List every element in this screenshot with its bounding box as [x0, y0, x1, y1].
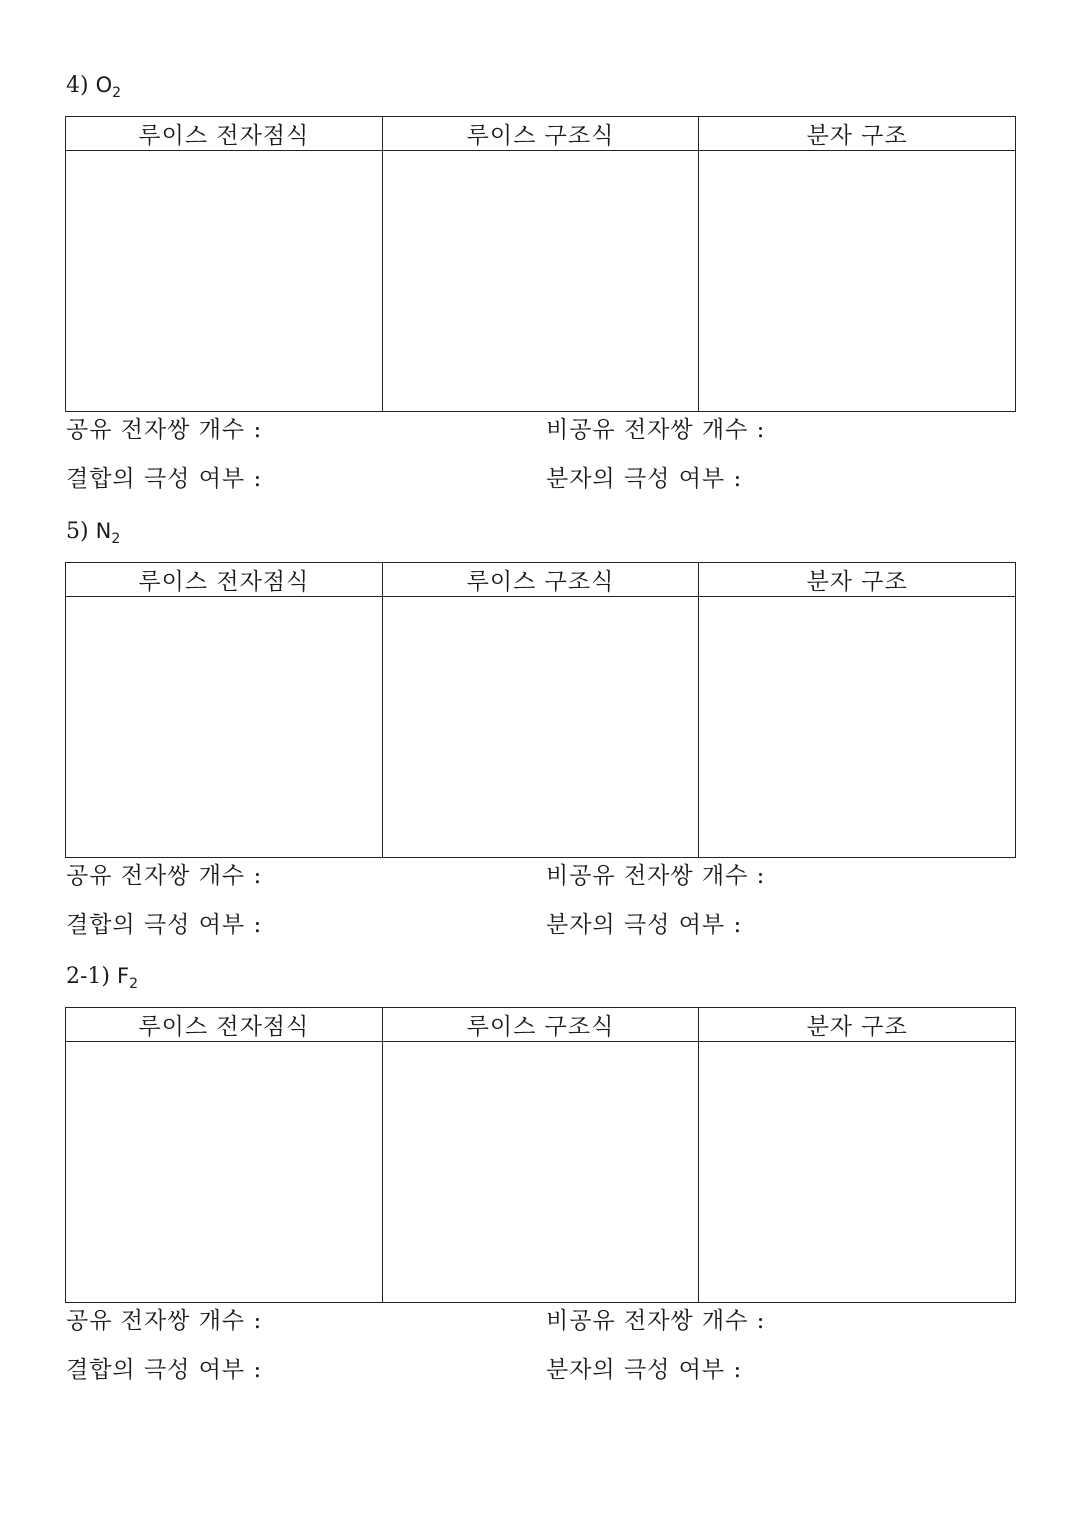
molecule-formula — [117, 964, 139, 992]
header-lewis-structure: 루이스 구조식 — [382, 1008, 699, 1042]
lone-pairs-label: 비공유 전자쌍 개수 : — [546, 863, 766, 889]
formula-subscript: 2 — [111, 531, 121, 547]
section-heading — [66, 516, 120, 549]
answer-table — [65, 1007, 1016, 1303]
answer-table — [65, 562, 1016, 858]
section-number: 5) — [66, 519, 89, 544]
element-symbol: F — [117, 964, 130, 988]
header-molecular-shape: 분자 구조 — [699, 563, 1016, 597]
answer-cell-lewis-dot[interactable] — [66, 151, 383, 412]
molecule-formula — [95, 519, 121, 547]
lone-pairs-label: 비공유 전자쌍 개수 : — [546, 1308, 766, 1334]
answer-cell-lewis-structure[interactable] — [382, 597, 699, 858]
answer-cell-molecular-shape[interactable] — [699, 151, 1016, 412]
section-f2 — [0, 961, 1080, 1407]
molecule-polarity-label: 분자의 극성 여부 : — [546, 912, 743, 938]
section-n2 — [0, 516, 1080, 962]
answer-cell-lewis-dot[interactable] — [66, 597, 383, 858]
shared-pairs-label: 공유 전자쌍 개수 : — [66, 863, 263, 889]
bond-polarity-label: 결합의 극성 여부 : — [66, 466, 263, 492]
header-lewis-dot: 루이스 전자점식 — [66, 563, 383, 597]
section-number: 2-1) — [66, 964, 111, 989]
shared-pairs-label: 공유 전자쌍 개수 : — [66, 1308, 263, 1334]
shared-pairs-label: 공유 전자쌍 개수 : — [66, 417, 263, 443]
answer-cell-molecular-shape[interactable] — [699, 597, 1016, 858]
section-heading — [66, 70, 121, 103]
section-number: 4) — [66, 73, 89, 98]
bond-polarity-label: 결합의 극성 여부 : — [66, 1357, 263, 1383]
header-lewis-dot: 루이스 전자점식 — [66, 1008, 383, 1042]
header-lewis-structure: 루이스 구조식 — [382, 563, 699, 597]
formula-subscript: 2 — [129, 976, 139, 992]
header-molecular-shape: 분자 구조 — [699, 117, 1016, 151]
answer-cell-lewis-structure[interactable] — [382, 1042, 699, 1303]
formula-subscript: 2 — [112, 85, 122, 101]
answer-cell-lewis-structure[interactable] — [382, 151, 699, 412]
molecule-formula — [95, 73, 122, 101]
element-symbol: O — [95, 73, 113, 97]
section-o2 — [0, 70, 1080, 516]
molecule-polarity-label: 분자의 극성 여부 : — [546, 466, 743, 492]
bond-polarity-label: 결합의 극성 여부 : — [66, 912, 263, 938]
section-heading — [66, 961, 138, 994]
answer-table — [65, 116, 1016, 412]
answer-cell-molecular-shape[interactable] — [699, 1042, 1016, 1303]
answer-cell-lewis-dot[interactable] — [66, 1042, 383, 1303]
header-lewis-dot: 루이스 전자점식 — [66, 117, 383, 151]
element-symbol: N — [95, 519, 112, 543]
lone-pairs-label: 비공유 전자쌍 개수 : — [546, 417, 766, 443]
header-molecular-shape: 분자 구조 — [699, 1008, 1016, 1042]
header-lewis-structure: 루이스 구조식 — [382, 117, 699, 151]
molecule-polarity-label: 분자의 극성 여부 : — [546, 1357, 743, 1383]
